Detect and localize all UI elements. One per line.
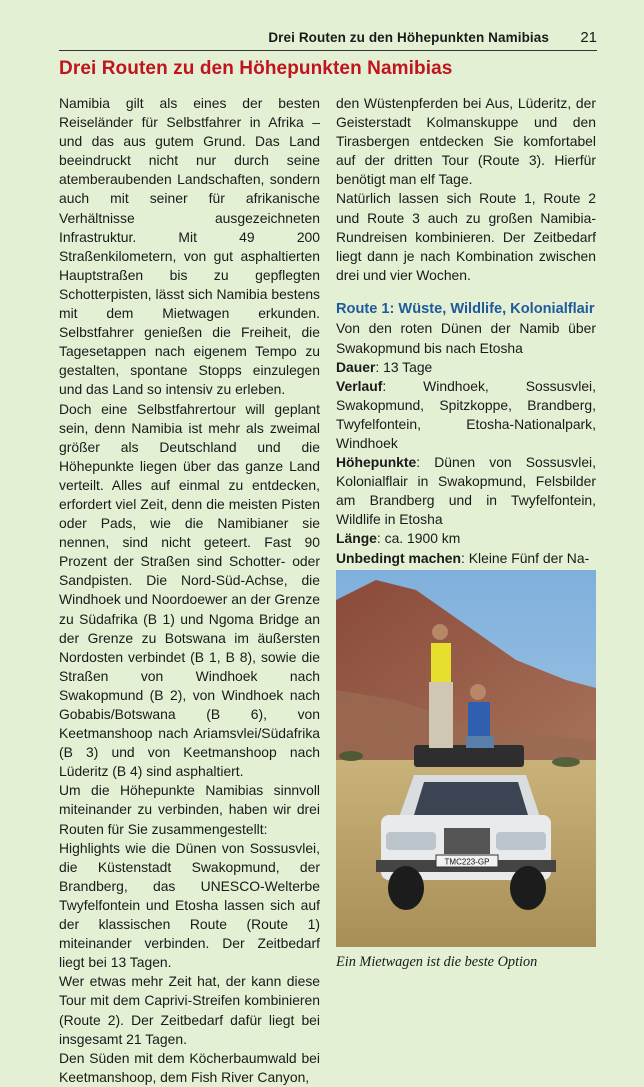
grille: [444, 828, 490, 854]
paragraph-continued: den Wüstenpferden bei Aus, Lüderitz, der Geisterstadt Kolmanskuppe und den Tirasbergen entdecken Sie komfortabel auf der dritten Tour (Route 3). Hierfür benötigt man elf Tage.: [336, 95, 596, 188]
fact-label: Unbedingt machen: [336, 549, 462, 566]
paragraph: Natürlich lassen sich Route 1, Route 2 und Route 3 auch zu großen Namibia-Rundreisen kombinieren. Der Zeitbedarf liegt dann je nach Kombination zwischen drei und vier Wochen.: [336, 190, 596, 283]
fact-label: Verlauf: [336, 377, 383, 394]
route1-intro: Von den roten Dünen der Namib über Swakopmund bis nach Etosha: [336, 320, 596, 356]
fact-must-do: Unbedingt machen: Kleine Fünf der Na-: [336, 549, 590, 566]
paragraph: Doch eine Selbstfahrertour will geplant sein, denn Namibia ist mehr als zweimal größer als Deutschland und die Höhepunkte liegen über das ganze Land verteilt. Alles auf einmal zu entdecken, erfordert viel Zeit, denn die meisten Pisten oder Pads, wie die Namibianer sie nennen, sind nicht geteert. Fast 90 Prozent der Straßen sind Schotter- oder Sandpisten. Die Nord-Süd-Achse, die Windhoek und Noordoewer an der Grenze zu Südafrika (B 1) und Ngoma Bridge an der Grenze zu Botswana im äußersten Nordosten verbindet (B 1, B 8), sowie die Straßen von Windhoek nach Swakopmund (B 2), von Windhoek nach Gobabis/Botswana (B 6), von Keetmanshoop nach Ariamsvlei/Südafrika (B 3) und von Keetmanshoop nach Lüderitz (B 4) sind asphaltiert.: [59, 400, 320, 780]
fact-label: Länge: [336, 530, 377, 547]
fact-route: Verlauf: Windhoek, Sossusvlei, Swakopmund, Spitzkoppe, Brandberg, Twyfelfontein, Etosha-Nationalpark, Windhoek: [336, 377, 596, 451]
fact-text: Dünen von Sossusvlei, Kolonialflair in Swakopmund, Felsbilder am Brandberg und in Twyfelfontein, Wildlife in Etosha: [336, 454, 596, 528]
headlight-right: [496, 832, 546, 850]
fact-label: Höhepunkte: [336, 454, 417, 471]
wheel-right: [510, 866, 546, 910]
paragraph: Wer etwas mehr Zeit hat, der kann diese Tour mit dem Caprivi-Streifen kombinieren (Route 2). Der Zeitbedarf dafür liegt bei insgesamt 21 Tagen.: [59, 973, 320, 1047]
fact-text: ca. 1900 km: [384, 530, 461, 547]
headlight-left: [386, 832, 436, 850]
windscreen: [414, 782, 528, 815]
fact-text: Kleine Fünf der Na-: [468, 549, 590, 566]
right-column: [336, 94, 596, 568]
running-header: [59, 30, 597, 51]
page-title: Drei Routen zu den Höhepunkten Namibias: [59, 58, 453, 79]
photo-caption: Ein Mietwagen ist die beste Option: [336, 954, 538, 970]
license-plate-text: TMC223-GP: [444, 857, 490, 867]
fact-label: Dauer: [336, 358, 376, 375]
paragraph: Um die Höhepunkte Namibias sinnvoll miteinander zu verbinden, haben wir drei Routen für Sie zusammengestellt:: [59, 782, 320, 837]
paragraph: Highlights wie die Dünen von Sossusvlei, die Küstenstadt Swakopmund, der Brandberg, das UNESCO-Welterbe Twyfelfontein und Etosha lassen sich auf der klassischen Route (Route 1) miteinander verbinden. Der Zeitbedarf liegt bei 13 Tagen.: [59, 839, 320, 971]
route1-heading: Route 1: Wüste, Wildlife, Kolonialflair: [336, 300, 595, 317]
running-title: Drei Routen zu den Höhepunkten Namibias: [268, 30, 549, 45]
fact-length: Länge: ca. 1900 km: [336, 530, 461, 547]
paragraph-split: Den Süden mit dem Köcherbaumwald bei Keetmanshoop, dem Fish River Canyon,: [59, 1049, 320, 1085]
wheel-left: [388, 866, 424, 910]
fact-duration: Dauer: 13 Tage: [336, 358, 433, 375]
page-number: 21: [580, 29, 597, 46]
paragraph: Namibia gilt als eines der besten Reiseländer für Selbstfahrer in Afrika – und das aus gutem Grund. Das Land beeindruckt nicht nur durch seine atemberaubenden Landschaften, sondern auch mit seiner für afrikanische Verhältnisse ausgezeichneten Infrastruktur. Mit 49 200 Straßenkilometern, von gut asphaltierten Hauptstraßen bis zu gepflegten Schotterpisten, lässt sich Namibia bestens mit dem Mietwagen erkunden. Selbstfahrer genießen die Freiheit, die Tagesetappen nach eigenem Tempo zu gestalten, spontane Stopps einzulegen und das Land so intensiv zu erleben.: [59, 95, 320, 398]
left-column: [59, 94, 320, 1087]
rental-car-illustration: [336, 570, 596, 947]
rental-car-photo: [336, 570, 596, 947]
roof-rack: [414, 745, 524, 767]
fact-text: Windhoek, Sossusvlei, Swakopmund, Spitzkoppe, Brandberg, Twyfelfontein, Etosha-Nationalpark, Windhoek: [336, 377, 596, 451]
fact-text: 13 Tage: [383, 358, 433, 375]
fact-highlights: Höhepunkte: Dünen von Sossusvlei, Kolonialflair in Swakopmund, Felsbilder am Brandberg und in Twyfelfontein, Wildlife in Etosha: [336, 454, 596, 528]
